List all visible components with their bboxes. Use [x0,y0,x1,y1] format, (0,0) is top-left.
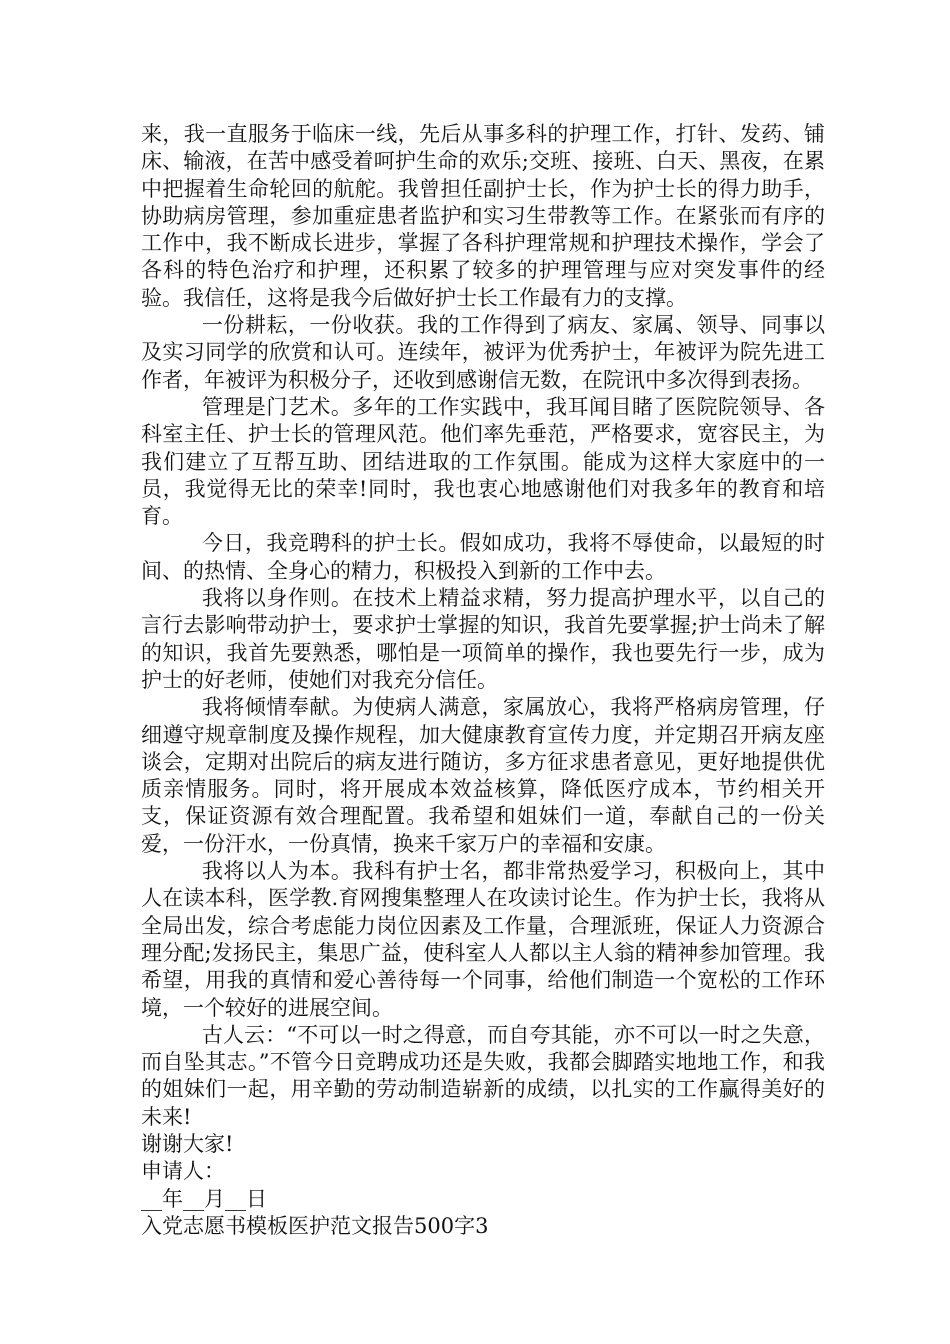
date-line: __年__月__日 [141,1186,267,1211]
document-body [141,121,825,1240]
paragraph-harvest: 一份耕耘，一份收获。我的工作得到了病友、家属、领导、同事以及实习同学的欣赏和认可。连续年，被评为优秀护士，年被评为院先进工作者，年被评为积极分子，还收到感谢信无数，在院讯中多次得到表扬。 [141,313,825,392]
paragraph-dedication: 我将倾情奉献。为使病人满意，家属放心，我将严格病房管理，仔细遵守规章制度及操作规程，加大健康教育宣传力度，并定期召开病友座谈会，定期对出院后的病友进行随访，多方征求患者意见，更好地提供优质亲情服务。同时，将开展成本效益核算，降低医疗成本，节约相关开支，保证资源有效合理配置。我希望和姐妹们一道，奉献自己的一份关爱，一份汗水，一份真情，换来千家万户的幸福和安康。 [141,695,825,856]
paragraph-management: 管理是门艺术。多年的工作实践中，我耳闻目睹了医院院领导、各科室主任、护士长的管理风范。他们率先垂范，严格要求，宽容民主，为我们建立了互帮互助、团结进取的工作氛围。能成为这样大家庭中的一员，我觉得无比的荣幸!同时，我也衷心地感谢他们对我多年的教育和培育。 [141,394,825,529]
applicant-line: 申请人： [141,1159,225,1184]
next-section-title: 入党志愿书模板医护范文报告500字3 [141,1213,489,1238]
paragraph-people-oriented: 我将以人为本。我科有护士名，都非常热爱学习，积极向上，其中人在读本科，医学教.育网搜集整理人在攻读讨论生。作为护士长，我将从全局出发，综合考虑能力岗位因素及工作量，合理派班，保证人力资源合理分配;发扬民主，集思广益，使科室人人都以主人翁的精神参加管理。我希望，用我的真情和爱心善待每一个同事，给他们制造一个宽松的工作环境，一个较好的进展空间。 [141,859,825,1020]
paragraph-lead-by-example: 我将以身作则。在技术上精益求精，努力提高护理水平，以自己的言行去影响带动护士，要求护士掌握的知识，我首先要掌握;护士尚未了解的知识，我首先要熟悉，哪怕是一项简单的操作，我也要先行一步，成为护士的好老师，使她们对我充分信任。 [141,586,825,692]
paragraph-today: 今日，我竞聘科的护士长。假如成功，我将不辱使命，以最短的时间、的热情、全身心的精力，积极投入到新的工作中去。 [141,531,825,583]
paragraph-continued: 来，我一直服务于临床一线，先后从事多科的护理工作，打针、发药、铺床、输液，在苦中感受着呵护生命的欢乐;交班、接班、白天、黑夜，在累中把握着生命轮回的航舵。我曾担任副护士长，作为护士长的得力助手，协助病房管理，参加重症患者监护和实习生带教等工作。在紧张而有序的工作中，我不断成长进步，掌握了各科护理常规和护理技术操作，学会了各科的特色治疗和护理，还积累了较多的护理管理与应对突发事件的经验。我信任，这将是我今后做好护士长工作最有力的支撑。 [141,122,825,310]
closing-thanks: 谢谢大家! [141,1131,234,1156]
paragraph-ancient-saying: 古人云：“不可以一时之得意，而自夸其能，亦不可以一时之失意，而自坠其志。”不管今日竞聘成功还是失败，我都会脚踏实地地工作，和我的姐妹们一起，用辛勤的劳动制造崭新的成绩，以扎实的工作赢得美好的未来! [141,1022,825,1129]
